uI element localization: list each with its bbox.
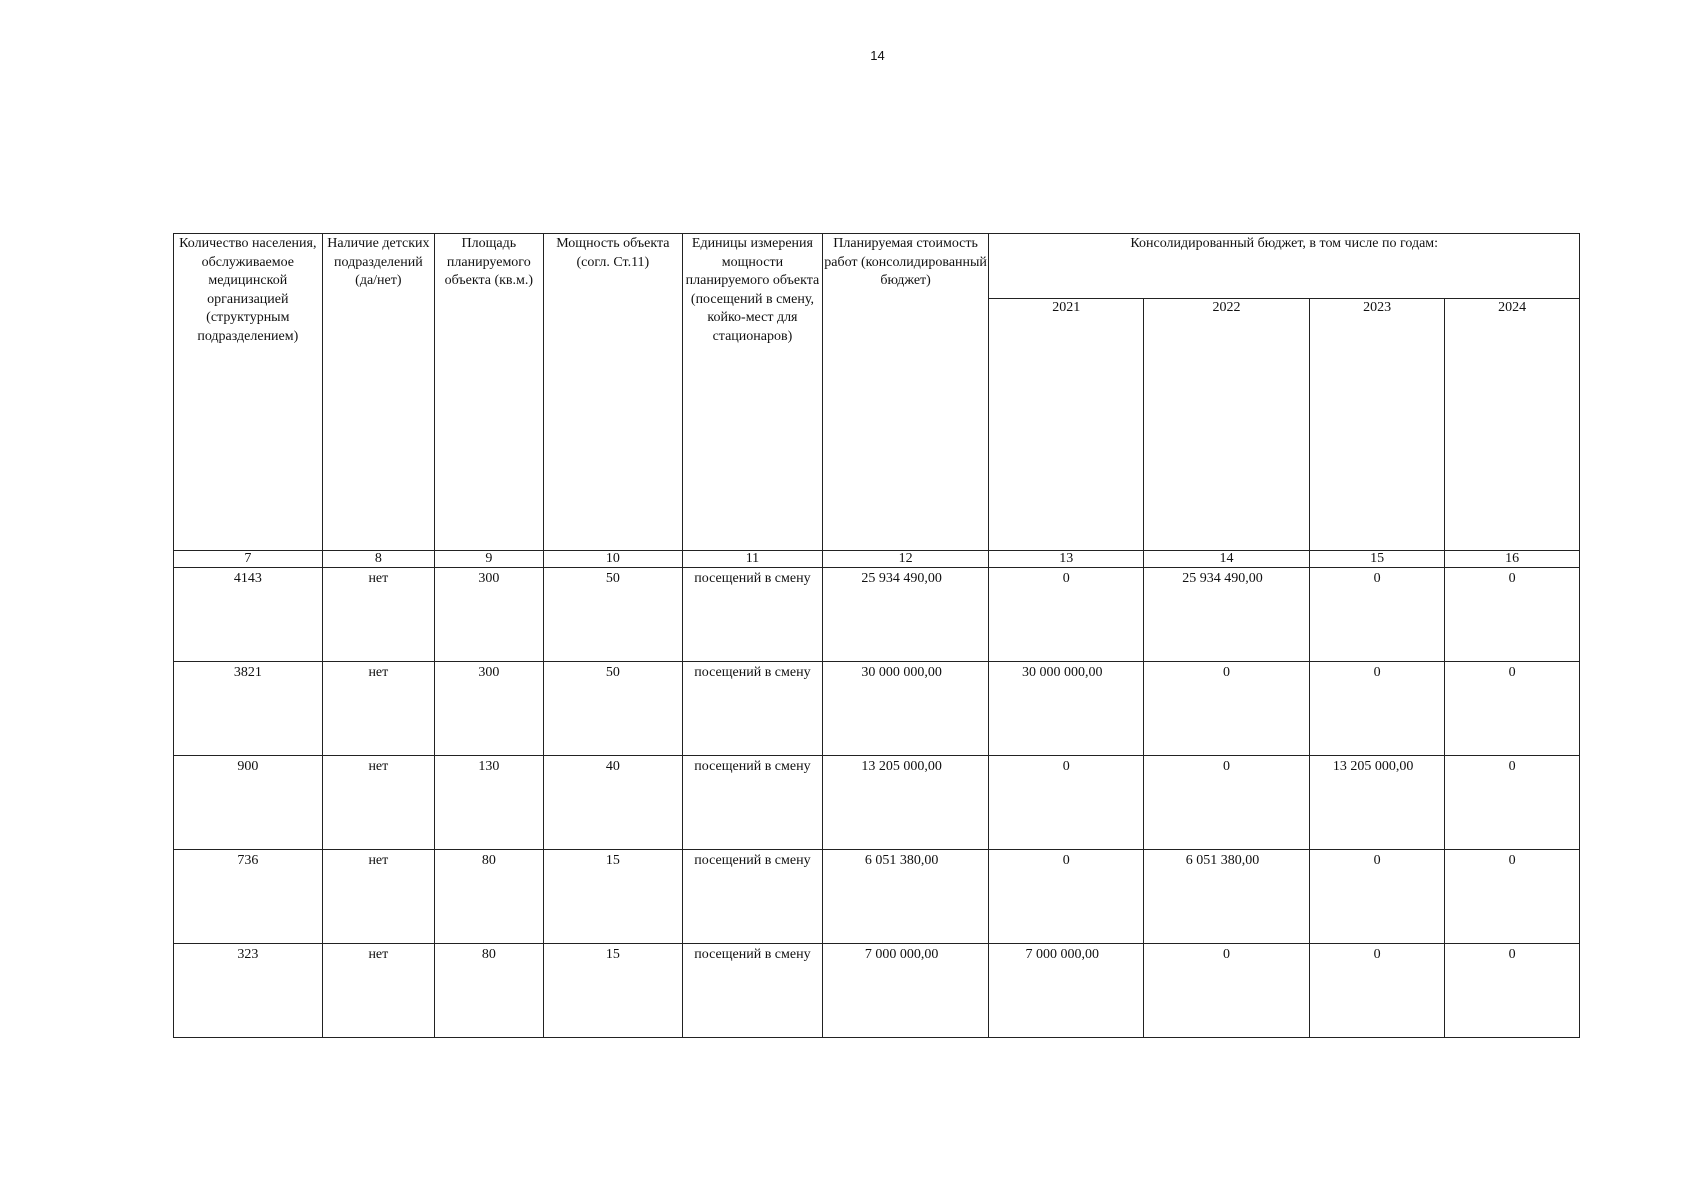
table-row — [174, 944, 1580, 1038]
cell-area: 130 — [435, 756, 543, 850]
cell-area: 80 — [435, 944, 543, 1038]
header-year: 2024 — [1445, 299, 1580, 551]
header-budget-group: Консолидированный бюджет, в том числе по годам: — [989, 234, 1580, 299]
column-number: 8 — [322, 551, 434, 568]
cell-population: 4143 — [174, 568, 323, 662]
header-capacity: Мощность объекта (согл. Ст.11) — [543, 234, 683, 551]
column-number: 15 — [1309, 551, 1445, 568]
cell-area: 80 — [435, 850, 543, 944]
header-cost: Планируемая стоимость работ (консолидированный бюджет) — [822, 234, 989, 551]
cell-population: 3821 — [174, 662, 323, 756]
cell-year-2021: 0 — [989, 850, 1144, 944]
table-row — [174, 662, 1580, 756]
header-row — [174, 234, 1580, 299]
column-number: 9 — [435, 551, 543, 568]
cell-year-2022: 6 051 380,00 — [1144, 850, 1310, 944]
page-number: 14 — [870, 48, 885, 63]
cell-year-2024: 0 — [1445, 756, 1580, 850]
header-units: Единицы измерения мощности планируемого объекта (посещений в смену, койко-мест для стационаров) — [683, 234, 823, 551]
header-population: Количество населения, обслуживаемое медицинской организацией (структурным подразделением) — [174, 234, 323, 551]
cell-capacity: 15 — [543, 850, 683, 944]
cell-children-units: нет — [322, 944, 434, 1038]
cell-capacity: 50 — [543, 662, 683, 756]
cell-year-2024: 0 — [1445, 662, 1580, 756]
cell-cost: 30 000 000,00 — [822, 662, 989, 756]
cell-year-2022: 0 — [1144, 944, 1310, 1038]
cell-year-2022: 0 — [1144, 662, 1310, 756]
cell-year-2021: 30 000 000,00 — [989, 662, 1144, 756]
cell-year-2021: 0 — [989, 568, 1144, 662]
cell-year-2023: 0 — [1309, 568, 1445, 662]
cell-units: посещений в смену — [683, 662, 823, 756]
cell-units: посещений в смену — [683, 850, 823, 944]
header-area: Площадь планируемого объекта (кв.м.) — [435, 234, 543, 551]
column-number: 16 — [1445, 551, 1580, 568]
cell-cost: 25 934 490,00 — [822, 568, 989, 662]
cell-units: посещений в смену — [683, 756, 823, 850]
cell-capacity: 40 — [543, 756, 683, 850]
cell-units: посещений в смену — [683, 568, 823, 662]
cell-year-2023: 0 — [1309, 944, 1445, 1038]
cell-capacity: 50 — [543, 568, 683, 662]
column-number: 11 — [683, 551, 823, 568]
cell-year-2021: 7 000 000,00 — [989, 944, 1144, 1038]
cell-children-units: нет — [322, 662, 434, 756]
column-number: 7 — [174, 551, 323, 568]
cell-children-units: нет — [322, 756, 434, 850]
column-number-row — [174, 551, 1580, 568]
cell-year-2023: 0 — [1309, 850, 1445, 944]
column-number: 13 — [989, 551, 1144, 568]
header-year: 2022 — [1144, 299, 1310, 551]
budget-table — [173, 233, 1580, 1038]
header-year: 2023 — [1309, 299, 1445, 551]
cell-capacity: 15 — [543, 944, 683, 1038]
cell-year-2024: 0 — [1445, 944, 1580, 1038]
cell-children-units: нет — [322, 568, 434, 662]
cell-cost: 6 051 380,00 — [822, 850, 989, 944]
table-row — [174, 850, 1580, 944]
cell-year-2021: 0 — [989, 756, 1144, 850]
header-children-units: Наличие детских подразделений (да/нет) — [322, 234, 434, 551]
cell-year-2022: 0 — [1144, 756, 1310, 850]
cell-cost: 7 000 000,00 — [822, 944, 989, 1038]
cell-population: 323 — [174, 944, 323, 1038]
cell-year-2023: 13 205 000,00 — [1309, 756, 1445, 850]
cell-year-2023: 0 — [1309, 662, 1445, 756]
cell-area: 300 — [435, 568, 543, 662]
cell-year-2024: 0 — [1445, 568, 1580, 662]
cell-cost: 13 205 000,00 — [822, 756, 989, 850]
cell-children-units: нет — [322, 850, 434, 944]
cell-year-2022: 25 934 490,00 — [1144, 568, 1310, 662]
cell-population: 900 — [174, 756, 323, 850]
cell-population: 736 — [174, 850, 323, 944]
column-number: 12 — [822, 551, 989, 568]
column-number: 10 — [543, 551, 683, 568]
column-number: 14 — [1144, 551, 1310, 568]
header-year: 2021 — [989, 299, 1144, 551]
cell-area: 300 — [435, 662, 543, 756]
cell-units: посещений в смену — [683, 944, 823, 1038]
cell-year-2024: 0 — [1445, 850, 1580, 944]
table-row — [174, 756, 1580, 850]
table-row — [174, 568, 1580, 662]
